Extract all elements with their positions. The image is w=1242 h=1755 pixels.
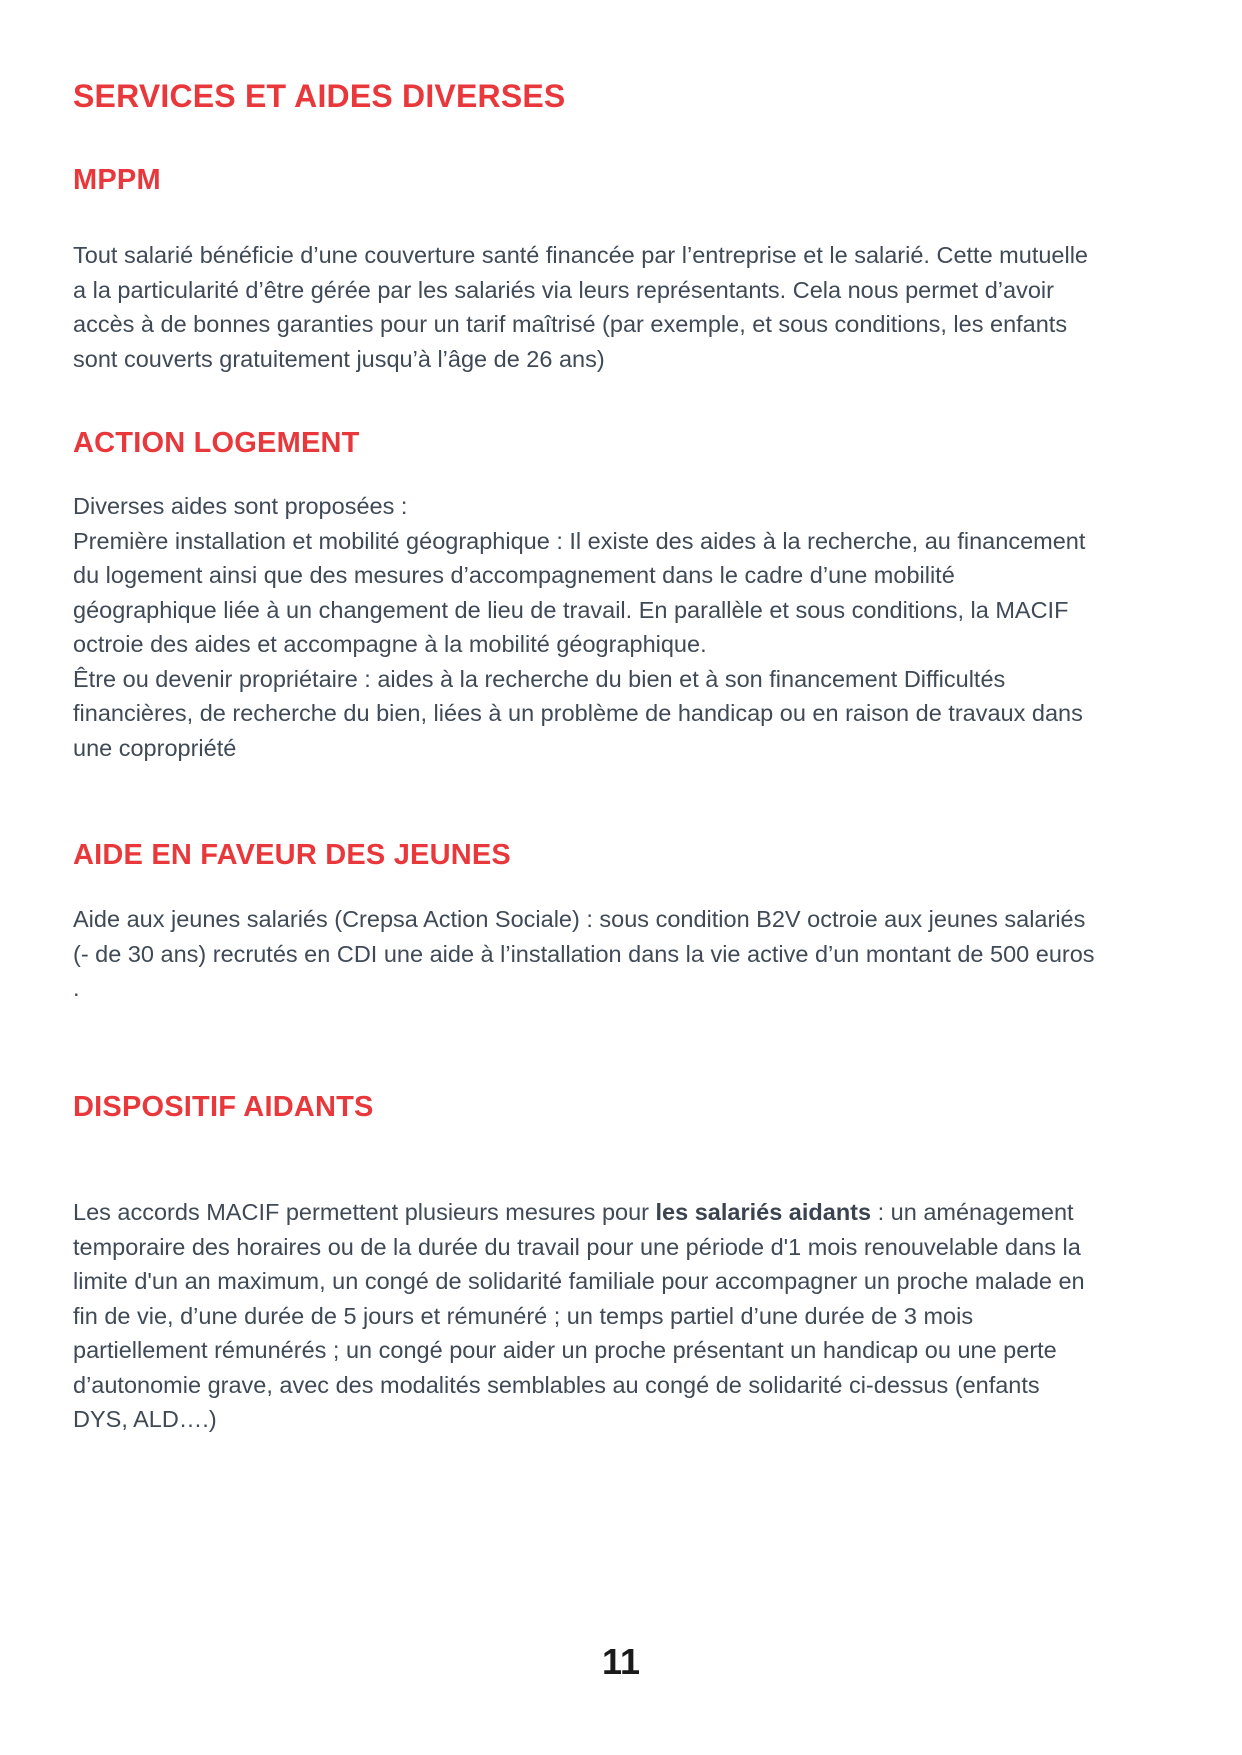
text-line: (- de 30 ans) recrutés en CDI une aide à l’installation dans la vie active d’un montant de 500 euros [73, 940, 1095, 967]
section-body-aidants [73, 1195, 1183, 1437]
text-line: Tout salarié bénéficie d’une couverture santé financée par l’entreprise et le salarié. Cette mutuelle [73, 242, 1088, 268]
section-body-action-logement [73, 489, 1183, 765]
text-line: DYS, ALD….) [73, 1406, 217, 1432]
text-line: temporaire des horaires ou de la durée du travail pour une période d'1 mois renouvelable dans la [73, 1233, 1081, 1260]
text-line: partiellement rémunérés ; un congé pour aider un proche présentant un handicap ou une perte [73, 1337, 1057, 1363]
text-line: Première installation et mobilité géographique : Il existe des aides à la recherche, au financement [73, 527, 1086, 554]
section-body-mppm [73, 238, 1183, 376]
text-line: une copropriété [73, 734, 237, 761]
text-run: Les accords MACIF permettent plusieurs mesures pour [73, 1199, 656, 1225]
section-body-jeunes [73, 902, 1183, 1006]
text-line: . [73, 975, 80, 1001]
text-line: d’autonomie grave, avec des modalités semblables au congé de solidarité ci-dessus (enfants [73, 1371, 1040, 1398]
text-run: : un aménagement [871, 1199, 1074, 1225]
text-line: octroie des aides et accompagne à la mobilité géographique. [73, 631, 707, 657]
bold-text: les salariés aidants [655, 1199, 872, 1225]
section-heading-mppm: MPPM [73, 164, 161, 196]
page-title: SERVICES ET AIDES DIVERSES [73, 78, 566, 114]
text-line: accès à de bonnes garanties pour un tarif maîtrisé (par exemple, et sous conditions, les enfants [73, 311, 1068, 337]
text-line [73, 1195, 1183, 1230]
text-line: Diverses aides sont proposées : [73, 493, 408, 519]
text-line: a la particularité d’être gérée par les salariés via leurs représentants. Cela nous permet d’avoir [73, 276, 1054, 303]
text-line: géographique liée à un changement de lieu de travail. En parallèle et sous conditions, la MACIF [73, 596, 1069, 623]
text-line: du logement ainsi que des mesures d’accompagnement dans le cadre d’une mobilité [73, 562, 955, 588]
text-line: sont couverts gratuitement jusqu’à l’âge de 26 ans) [73, 345, 605, 372]
section-heading-action-logement: ACTION LOGEMENT [73, 427, 360, 459]
section-heading-jeunes: AIDE EN FAVEUR DES JEUNES [73, 839, 511, 871]
section-heading-aidants: DISPOSITIF AIDANTS [73, 1091, 374, 1123]
page-number: 11 [601, 1641, 641, 1682]
text-line: financières, de recherche du bien, liées à un problème de handicap ou en raison de travaux dans [73, 700, 1083, 726]
text-line: Être ou devenir propriétaire : aides à la recherche du bien et à son financement Difficultés [73, 665, 1006, 692]
text-line: Aide aux jeunes salariés (Crepsa Action Sociale) : sous condition B2V octroie aux jeunes salariés [73, 906, 1086, 932]
text-line: limite d'un an maximum, un congé de solidarité familiale pour accompagner un proche malade en [73, 1268, 1085, 1294]
text-line: fin de vie, d’une durée de 5 jours et rémunéré ; un temps partiel d’une durée de 3 mois [73, 1302, 974, 1329]
